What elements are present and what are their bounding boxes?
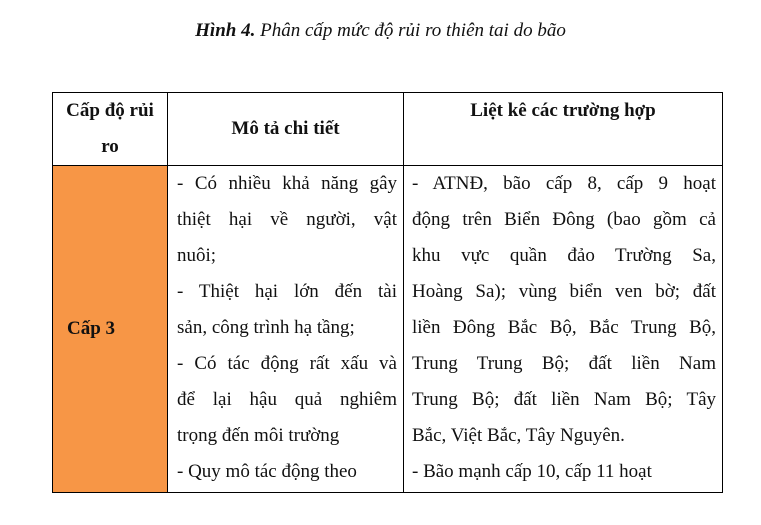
- cases-line: Bắc, Việt Bắc, Tây Nguyên.: [412, 425, 625, 446]
- description-line: nuôi;: [177, 245, 217, 266]
- figure-caption: [0, 20, 761, 42]
- cases-line: Hoàng Sa); vùng biển ven bờ; đất: [412, 281, 716, 302]
- cases-line: Trung Bộ; đất liền Nam Bộ; Tây: [412, 389, 716, 410]
- description-line: - Có tác động rất xấu và: [177, 353, 397, 374]
- header-description: Mô tả chi tiết: [168, 93, 404, 166]
- header-row: [53, 93, 723, 166]
- description-line: - Có nhiều khả năng gây: [177, 173, 397, 194]
- cases-line: liền Đông Bắc Bộ, Bắc Trung Bộ,: [412, 317, 716, 338]
- cases-line: động trên Biển Đông (bao gồm cả: [412, 209, 716, 230]
- header-cases: Liệt kê các trường hợp: [404, 93, 723, 166]
- cases-cell: [404, 166, 723, 493]
- figure-title: Phân cấp mức độ rủi ro thiên tai do bão: [255, 20, 566, 41]
- description-line: để lại hậu quả nghiêm: [177, 389, 397, 410]
- risk-level-table: [52, 92, 723, 493]
- description-line: - Quy mô tác động theo: [177, 461, 357, 482]
- risk-level-cell: Cấp 3: [53, 166, 168, 493]
- header-level: [53, 93, 168, 166]
- figure-label: Hình 4.: [195, 20, 256, 41]
- header-level-line-1: Cấp độ rủi: [66, 100, 154, 121]
- cases-line: khu vực quần đảo Trường Sa,: [412, 245, 716, 266]
- description-line: - Thiệt hại lớn đến tài: [177, 281, 397, 302]
- cases-line: - ATNĐ, bão cấp 8, cấp 9 hoạt: [412, 173, 716, 194]
- cases-text: [412, 166, 716, 492]
- table-row: [53, 166, 723, 493]
- description-cell: [168, 166, 404, 493]
- description-line: sản, công trình hạ tầng;: [177, 317, 355, 338]
- description-text: [177, 166, 397, 492]
- cases-line: - Bão mạnh cấp 10, cấp 11 hoạt: [412, 461, 652, 482]
- cases-line: Trung Trung Bộ; đất liền Nam: [412, 353, 716, 374]
- description-line: thiệt hại về người, vật: [177, 209, 397, 230]
- description-line: trọng đến môi trường: [177, 425, 340, 446]
- header-level-line-2: ro: [101, 136, 119, 157]
